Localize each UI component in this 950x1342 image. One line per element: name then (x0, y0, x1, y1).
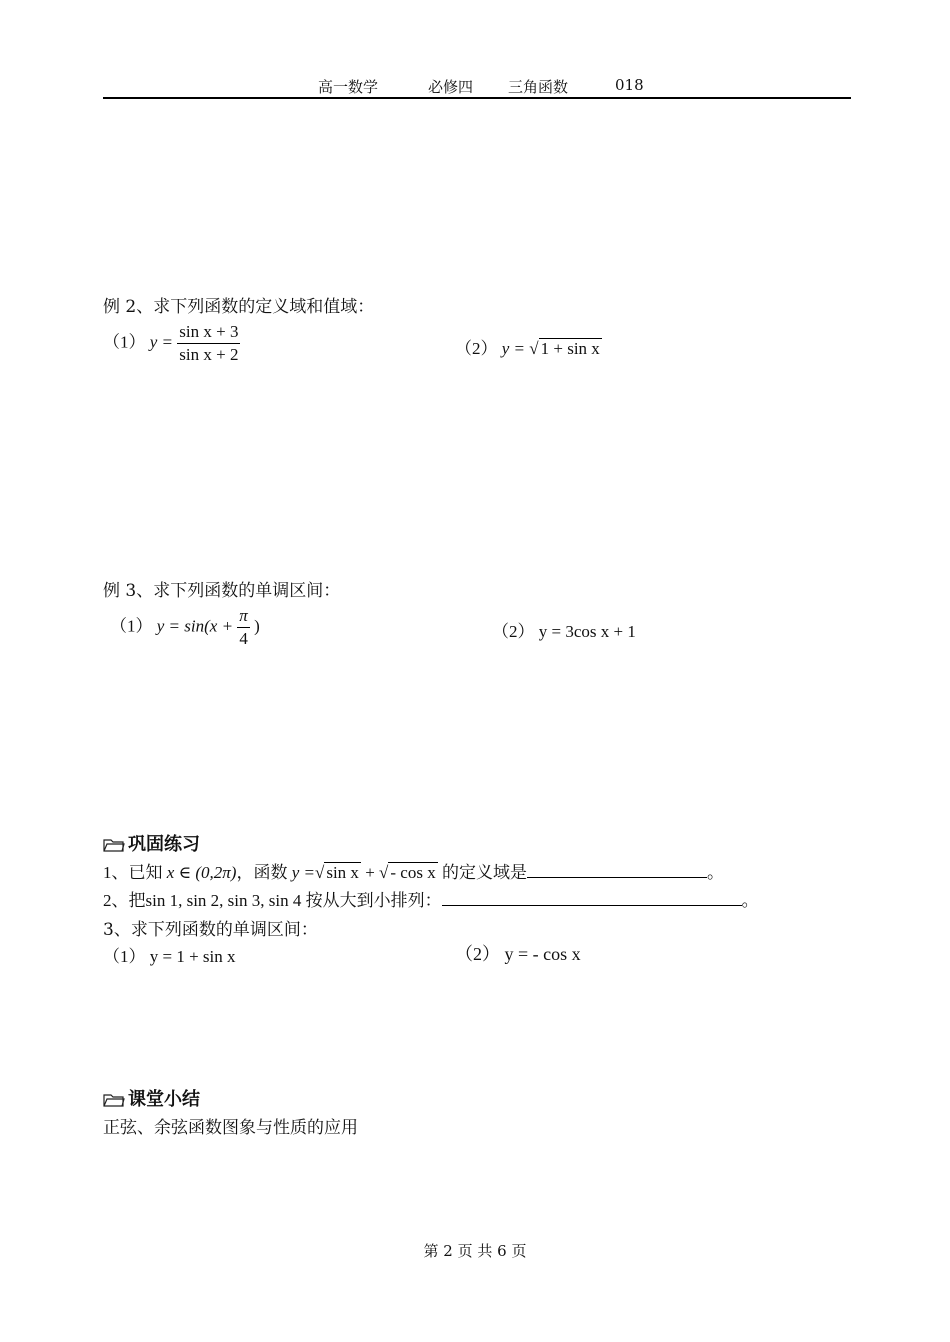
example2-p1-numerator: sin x + 3 (177, 322, 240, 344)
practice-q1-end: 。 (706, 863, 724, 882)
example2-p1-label: （1） (103, 332, 146, 352)
practice-q1-answer-blank[interactable] (527, 863, 707, 878)
practice-q2-post: 按从大到小排列： (305, 891, 442, 910)
example2-problem2 (455, 334, 602, 359)
example3-p1-label: （1） (110, 616, 153, 636)
practice-q1-mid: ，函数 (236, 863, 288, 882)
example2-p2-lhs: y = (501, 339, 526, 358)
example2-p1-lhs: y = (149, 332, 174, 352)
practice-q3-p2-expr: y = - cos x (504, 944, 581, 964)
header-rule (103, 97, 851, 99)
practice-q1-post: 的定义域是 (441, 863, 527, 882)
header-book: 必修四 (428, 78, 474, 96)
practice-heading-text: 巩固练习 (128, 834, 200, 855)
example3-p1-denominator: 4 (239, 629, 248, 648)
practice-q2-pre: 2、把 (103, 891, 146, 910)
example2-p1-denominator: sin x + 2 (179, 345, 239, 364)
header-code: 018 (615, 76, 644, 94)
practice-q1-pre: 1、已知 (103, 863, 163, 882)
practice-q2 (103, 886, 759, 911)
practice-q3-problem1 (103, 942, 236, 967)
folder-icon (103, 1093, 125, 1107)
practice-q2-expr: sin 1, sin 2, sin 3, sin 4 (145, 891, 302, 910)
header-subject: 高一数学 (318, 78, 379, 96)
example3-p2-label: （2） (492, 622, 535, 641)
example3-p1-pre: y = sin(x + (156, 616, 234, 636)
example3-problem2 (492, 617, 636, 642)
practice-q2-end: 。 (741, 891, 759, 910)
practice-heading (103, 830, 200, 856)
example2-p2-label: （2） (455, 339, 498, 358)
sqrt-sign-icon: √ (529, 339, 539, 358)
example2-title: 例 2、求下列函数的定义域和值域： (103, 297, 375, 317)
example3-p1-numerator: π (237, 606, 250, 628)
example2-p1-fraction (177, 322, 240, 365)
practice-q3: 3、求下列函数的单调区间： (103, 920, 318, 940)
example3-title: 例 3、求下列函数的单调区间： (103, 581, 341, 601)
folder-icon (103, 838, 125, 852)
summary-text: 正弦、余弦函数图象与性质的应用 (103, 1118, 358, 1138)
example3-p1-post: ) (254, 616, 260, 636)
summary-heading-text: 课堂小结 (128, 1089, 200, 1110)
practice-q1-domain: x ∈ (0,2π) (166, 863, 237, 882)
practice-q1 (103, 858, 724, 883)
example3-p1-fraction (237, 606, 250, 649)
practice-q1-plus: + (365, 863, 375, 882)
example3-p2-expr: y = 3cos x + 1 (538, 622, 636, 641)
page-number: 第 2 页 共 6 页 (423, 1242, 527, 1260)
example2-problem1 (103, 322, 240, 365)
example2-p2-radicand: 1 + sin x (540, 339, 600, 358)
practice-q2-answer-blank[interactable] (442, 891, 742, 906)
example3-problem1 (110, 606, 260, 649)
practice-q1-radicand1: sin x (326, 863, 359, 882)
practice-q3-problem2 (455, 940, 581, 966)
sqrt-sign-icon: √ (315, 863, 325, 882)
practice-q1-radicand2: - cos x (390, 863, 436, 882)
practice-q3-p1-expr: y = 1 + sin x (149, 947, 236, 966)
practice-q3-p2-label: （2） (455, 944, 500, 964)
sqrt-sign-icon: √ (379, 863, 389, 882)
summary-heading (103, 1085, 200, 1111)
practice-q1-lhs: y = (291, 863, 315, 882)
header-chapter: 三角函数 (508, 78, 569, 96)
practice-q3-p1-label: （1） (103, 947, 146, 966)
